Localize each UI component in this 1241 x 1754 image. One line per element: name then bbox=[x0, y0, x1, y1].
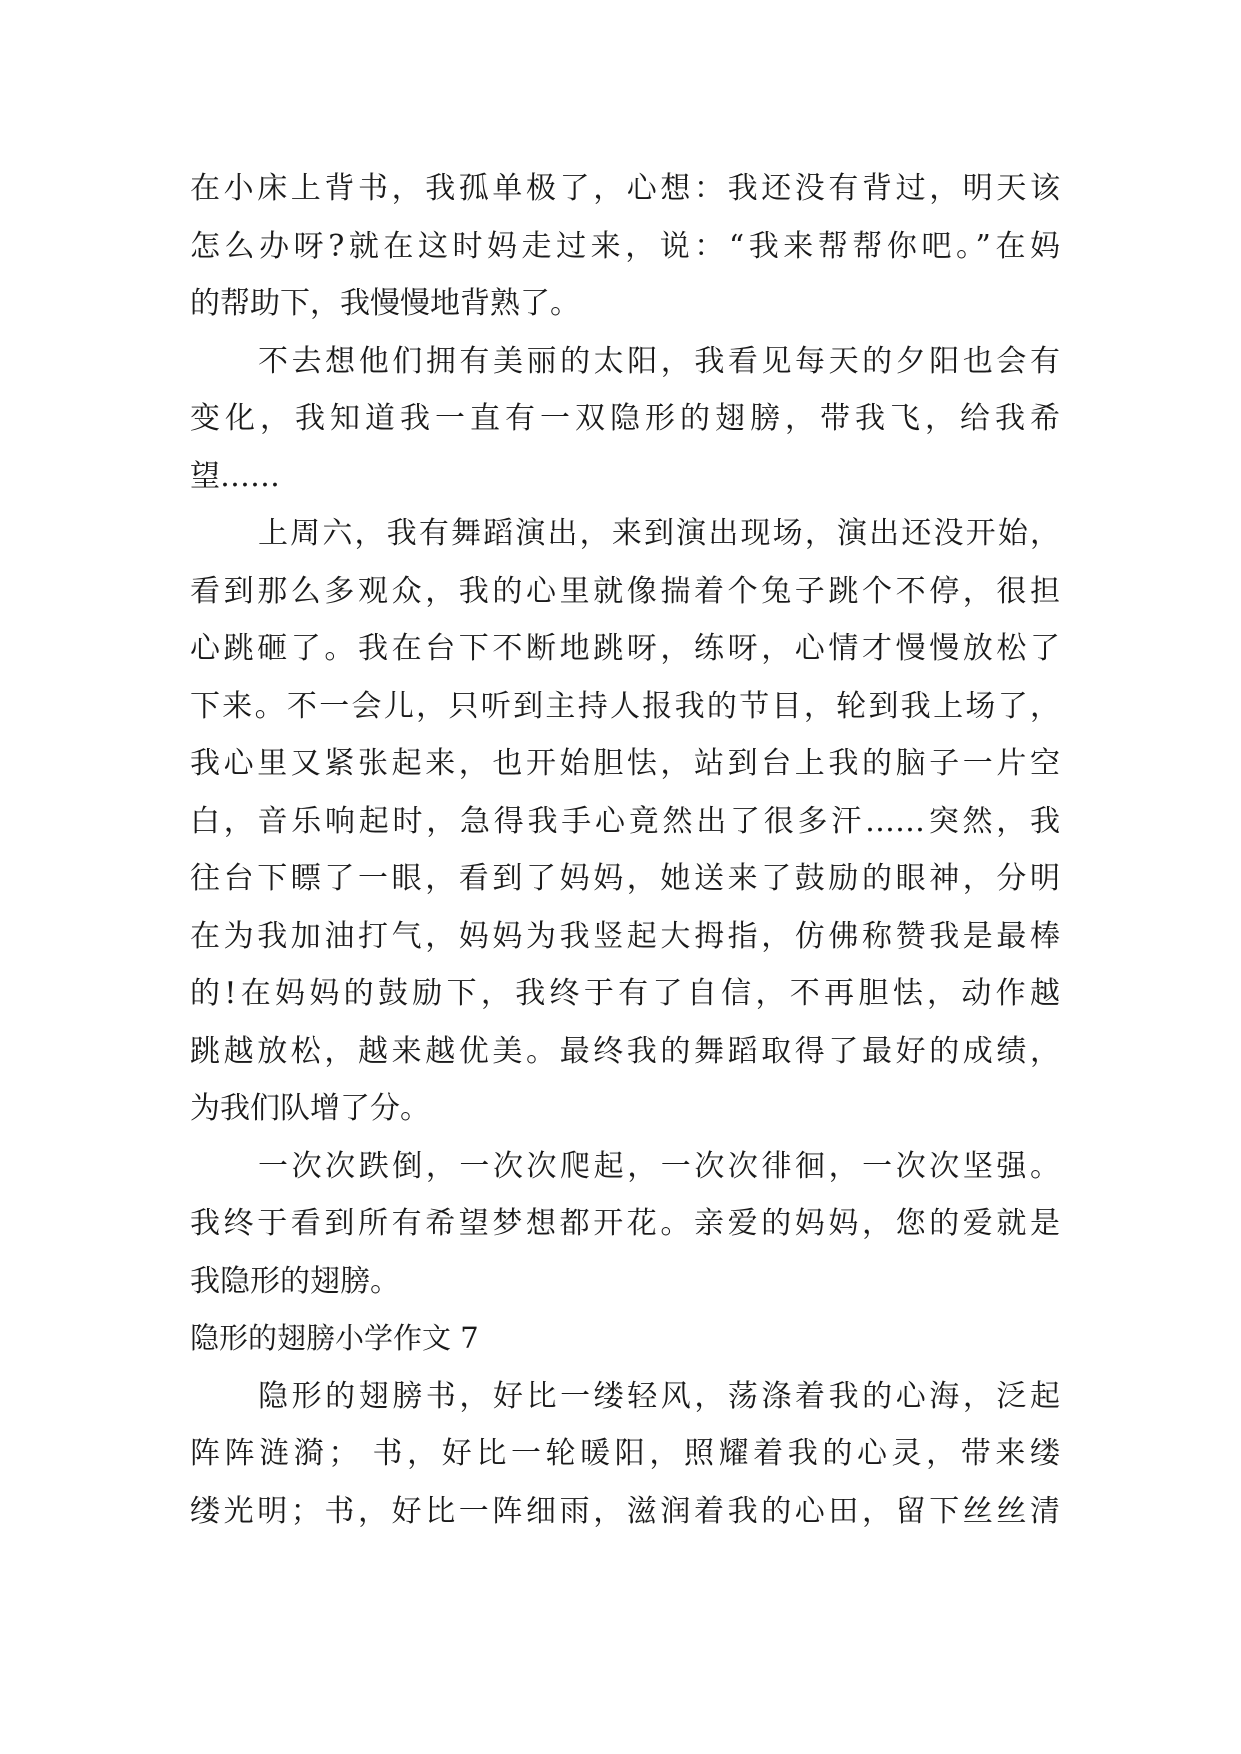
text-line: 不去想他们拥有美丽的太阳，我看见每天的夕阳也会有 bbox=[258, 343, 1060, 379]
text-line: 往台下瞟了一眼，看到了妈妈，她送来了鼓励的眼神，分明 bbox=[190, 861, 1060, 896]
paragraph bbox=[190, 160, 1060, 333]
text-line: 变化，我知道我一直有一双隐形的翅膀，带我飞，给我希 bbox=[190, 401, 1060, 436]
paragraph bbox=[190, 1138, 1060, 1311]
paragraph bbox=[190, 505, 1060, 1138]
text-line: 看到那么多观众，我的心里就像揣着个兔子跳个不停，很担 bbox=[190, 573, 1060, 609]
text-line: 一次次跌倒，一次次爬起，一次次徘徊，一次次坚强。 bbox=[258, 1148, 1060, 1184]
text-line: 我心里又紧张起来，也开始胆怯，站到台上我的脑子一片空 bbox=[190, 746, 1060, 781]
text-line: 跳越放松，越来越优美。最终我的舞蹈取得了最好的成绩， bbox=[190, 1033, 1060, 1069]
text-line: 的!在妈妈的鼓励下，我终于有了自信，不再胆怯，动作越 bbox=[190, 976, 1060, 1011]
text-line: 在为我加油打气，妈妈为我竖起大拇指，仿佛称赞我是最棒 bbox=[190, 918, 1060, 954]
text-line: 在小床上背书，我孤单极了，心想：我还没有背过，明天该 bbox=[190, 171, 1060, 206]
text-line: 怎么办呀?就在这时妈走过来，说：“我来帮帮你吧。”在妈 bbox=[190, 228, 1060, 264]
section-heading: 隐形的翅膀小学作文 7 bbox=[190, 1321, 479, 1355]
document-body bbox=[190, 160, 1060, 1540]
text-line: 的帮助下，我慢慢地背熟了。 bbox=[190, 286, 580, 321]
text-line: 为我们队增了分。 bbox=[190, 1091, 430, 1126]
text-line: 下来。不一会儿，只听到主持人报我的节目，轮到我上场了， bbox=[190, 688, 1060, 724]
text-line: 隐形的翅膀书，好比一缕轻风，荡涤着我的心海，泛起 bbox=[258, 1378, 1060, 1414]
text-line: 白，音乐响起时，急得我手心竟然出了很多汗……突然，我 bbox=[190, 803, 1060, 839]
text-line: 阵阵涟漪； 书，好比一轮暖阳，照耀着我的心灵，带来缕 bbox=[190, 1436, 1060, 1471]
text-line: 缕光明；书，好比一阵细雨，滋润着我的心田，留下丝丝清 bbox=[190, 1493, 1060, 1529]
text-line: 望…… bbox=[190, 458, 280, 494]
text-line: 我隐形的翅膀。 bbox=[190, 1263, 400, 1299]
text-line: 上周六，我有舞蹈演出，来到演出现场，演出还没开始， bbox=[258, 516, 1060, 551]
paragraph bbox=[190, 333, 1060, 506]
text-line: 我终于看到所有希望梦想都开花。亲爱的妈妈，您的爱就是 bbox=[190, 1206, 1060, 1241]
paragraph bbox=[190, 1368, 1060, 1541]
text-line: 心跳砸了。我在台下不断地跳呀，练呀，心情才慢慢放松了 bbox=[190, 631, 1060, 666]
